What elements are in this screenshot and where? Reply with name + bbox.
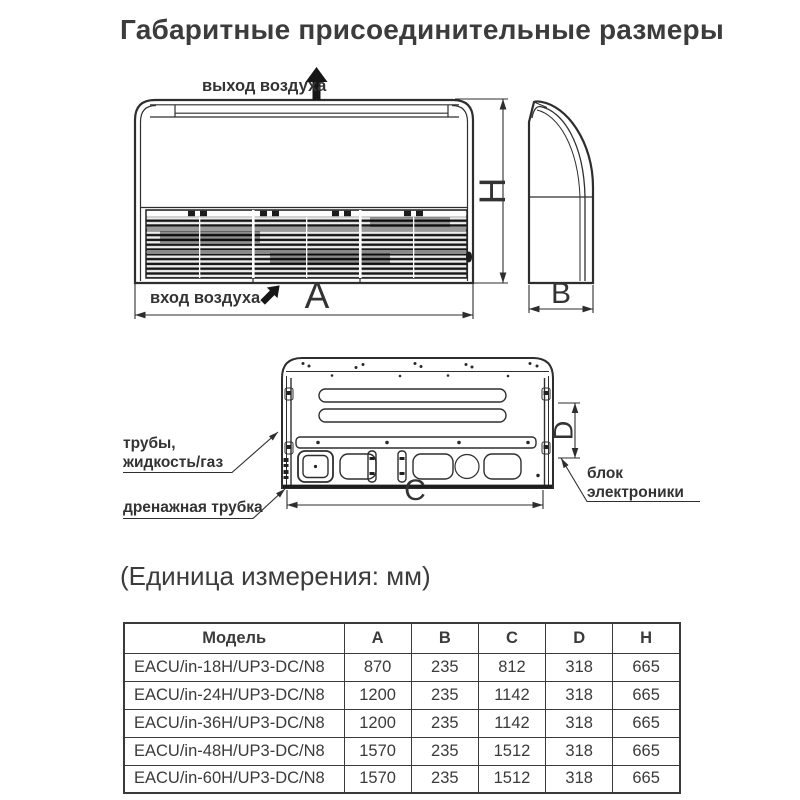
dimensions-table <box>123 622 681 794</box>
dim-value-cell: 665 <box>613 653 680 681</box>
dim-value-cell: 1200 <box>344 681 411 709</box>
col-header-dim: B <box>411 623 478 653</box>
table-row <box>124 737 680 765</box>
dim-c-letter: C <box>404 474 426 507</box>
dim-value-cell: 235 <box>411 653 478 681</box>
col-header-dim: D <box>546 623 613 653</box>
table-row <box>124 681 680 709</box>
dim-value-cell: 235 <box>411 737 478 765</box>
dim-value-cell: 1512 <box>478 765 545 793</box>
model-cell: EACU/in-18H/UP3-DC/N8 <box>124 653 344 681</box>
dim-value-cell: 235 <box>411 765 478 793</box>
dim-value-cell: 318 <box>546 681 613 709</box>
air-out-label: выход воздуха <box>202 77 327 95</box>
dim-a-letter: A <box>304 275 330 316</box>
dim-value-cell: 1142 <box>478 709 545 737</box>
air-inlet-grille <box>146 210 472 278</box>
dim-value-cell: 318 <box>546 709 613 737</box>
dim-value-cell: 812 <box>478 653 545 681</box>
electronics-label-line2: электроники <box>587 484 684 501</box>
model-cell: EACU/in-60H/UP3-DC/N8 <box>124 765 344 793</box>
pipes-label-line2: жидкость/газ <box>123 454 224 471</box>
dim-d-letter: D <box>548 420 579 441</box>
figure-rear-view <box>110 350 710 525</box>
figure-front-and-side-views <box>120 60 620 330</box>
rear-view-outline <box>282 358 553 488</box>
dim-value-cell: 665 <box>613 681 680 709</box>
table-row <box>124 709 680 737</box>
dim-value-cell: 1200 <box>344 709 411 737</box>
col-header-dim: H <box>613 623 680 653</box>
dim-value-cell: 1142 <box>478 681 545 709</box>
table-body <box>124 653 680 793</box>
dim-value-cell: 870 <box>344 653 411 681</box>
dim-value-cell: 318 <box>546 737 613 765</box>
dim-value-cell: 1570 <box>344 765 411 793</box>
air-in-arrow-icon <box>257 280 285 308</box>
col-header-model: Модель <box>124 623 344 653</box>
model-cell: EACU/in-36H/UP3-DC/N8 <box>124 709 344 737</box>
table-row <box>124 653 680 681</box>
dim-value-cell: 1512 <box>478 737 545 765</box>
dim-value-cell: 665 <box>613 709 680 737</box>
model-cell: EACU/in-48H/UP3-DC/N8 <box>124 737 344 765</box>
model-cell: EACU/in-24H/UP3-DC/N8 <box>124 681 344 709</box>
col-header-dim: A <box>344 623 411 653</box>
table-row <box>124 765 680 793</box>
electronics-label-line1: блок <box>587 465 624 482</box>
dim-value-cell: 665 <box>613 737 680 765</box>
table-header-row <box>124 623 680 653</box>
dim-value-cell: 318 <box>546 653 613 681</box>
dim-value-cell: 235 <box>411 709 478 737</box>
pipes-label-line1: трубы, <box>123 435 176 452</box>
dim-value-cell: 1570 <box>344 737 411 765</box>
drain-label: дренажная трубка <box>123 499 263 516</box>
col-header-dim: C <box>478 623 545 653</box>
dim-b-letter: B <box>550 277 572 310</box>
dim-value-cell: 665 <box>613 765 680 793</box>
dim-h-letter: H <box>472 177 513 205</box>
page-title: Габаритные присоединительные размеры <box>120 14 724 45</box>
dim-value-cell: 235 <box>411 681 478 709</box>
air-in-label: вход воздуха <box>150 289 261 307</box>
dim-value-cell: 318 <box>546 765 613 793</box>
measurement-unit-note: (Единица измерения: мм) <box>120 561 431 591</box>
